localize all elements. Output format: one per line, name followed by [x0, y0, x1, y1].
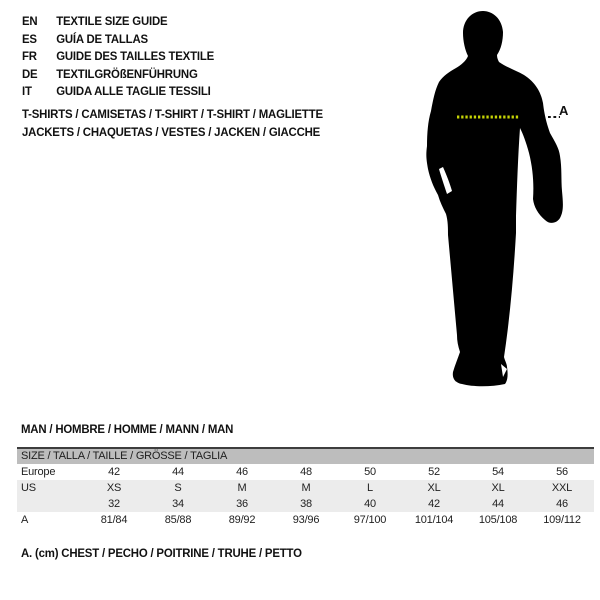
row-label-cell: Europe	[21, 466, 56, 478]
size-table	[17, 447, 594, 528]
table-header-row	[17, 448, 594, 464]
row-label-cell	[17, 496, 82, 512]
language-code: FR	[22, 49, 37, 63]
language-label: TEXTILE SIZE GUIDE	[56, 14, 168, 28]
size-cell: 105/108	[478, 514, 518, 526]
language-label: GUÍA DE TALLAS	[56, 31, 148, 46]
language-row	[22, 13, 214, 31]
category-line-tshirts: T-SHIRTS / CAMISETAS / T-SHIRT / T-SHIRT / MAGLIETTE	[22, 107, 323, 121]
table-row-alt-size	[17, 496, 594, 512]
size-cell: 85/88	[164, 514, 192, 526]
footnote: A. (cm) CHEST / PECHO / POITRINE / TRUHE / PETTO	[21, 546, 302, 560]
size-cell: 52	[428, 466, 440, 478]
size-cell: 97/100	[353, 514, 387, 526]
size-cell: 93/96	[292, 514, 320, 526]
size-cell: L	[367, 482, 373, 494]
category-lines	[22, 105, 323, 141]
language-label: GUIDA ALLE TAGLIE TESSILI	[56, 84, 211, 98]
language-code: IT	[22, 84, 32, 98]
table-row-europe	[17, 464, 594, 480]
size-cell: 44	[492, 498, 504, 510]
size-cell: 101/104	[414, 514, 454, 526]
size-cell: 81/84	[100, 514, 128, 526]
language-code: ES	[22, 31, 37, 46]
man-silhouette-shape	[426, 11, 563, 386]
size-cell: 56	[556, 466, 568, 478]
row-label-cell: A	[21, 514, 29, 526]
size-cell: M	[301, 482, 311, 494]
size-cell: S	[174, 482, 182, 494]
language-row	[22, 83, 214, 101]
language-label: TEXTILGRÖßENFÜHRUNG	[56, 66, 198, 81]
size-cell: M	[237, 482, 247, 494]
language-code: DE	[22, 66, 38, 81]
size-cell: 46	[236, 466, 248, 478]
size-cell: 109/112	[543, 514, 581, 526]
row-label-cell: US	[21, 482, 36, 494]
category-line-jackets: JACKETS / CHAQUETAS / VESTES / JACKEN / GIACCHE	[22, 125, 321, 139]
size-cell: 54	[492, 466, 504, 478]
size-cell: 46	[556, 498, 568, 510]
size-cell: 48	[300, 466, 312, 478]
size-cell: 32	[108, 498, 120, 510]
section-heading: MAN / HOMBRE / HOMME / MANN / MAN	[21, 422, 234, 436]
size-cell: 44	[172, 466, 184, 478]
language-row	[22, 66, 214, 84]
language-row	[22, 48, 214, 66]
size-cell: XXL	[551, 482, 573, 494]
language-label: GUIDE DES TAILLES TEXTILE	[56, 49, 215, 63]
size-cell: 36	[236, 498, 248, 510]
measure-label-a: A	[559, 103, 569, 118]
size-cell: XL	[491, 482, 505, 494]
size-cell: 38	[300, 498, 312, 510]
size-cell: 40	[364, 498, 376, 510]
size-cell: XL	[427, 482, 441, 494]
language-list	[22, 13, 214, 101]
size-cell: 50	[364, 466, 376, 478]
size-cell: XS	[106, 482, 122, 494]
table-row-us	[17, 480, 594, 496]
man-silhouette	[408, 6, 578, 390]
size-cell: 34	[172, 498, 184, 510]
size-cell: 42	[108, 466, 120, 478]
language-code: EN	[22, 14, 38, 28]
size-cell: 42	[428, 498, 440, 510]
table-row-chest	[17, 512, 594, 528]
language-row	[22, 31, 214, 49]
table-header-label: SIZE / TALLA / TAILLE / GRÖSSE / TAGLIA	[17, 448, 594, 464]
size-cell: 89/92	[228, 514, 256, 526]
